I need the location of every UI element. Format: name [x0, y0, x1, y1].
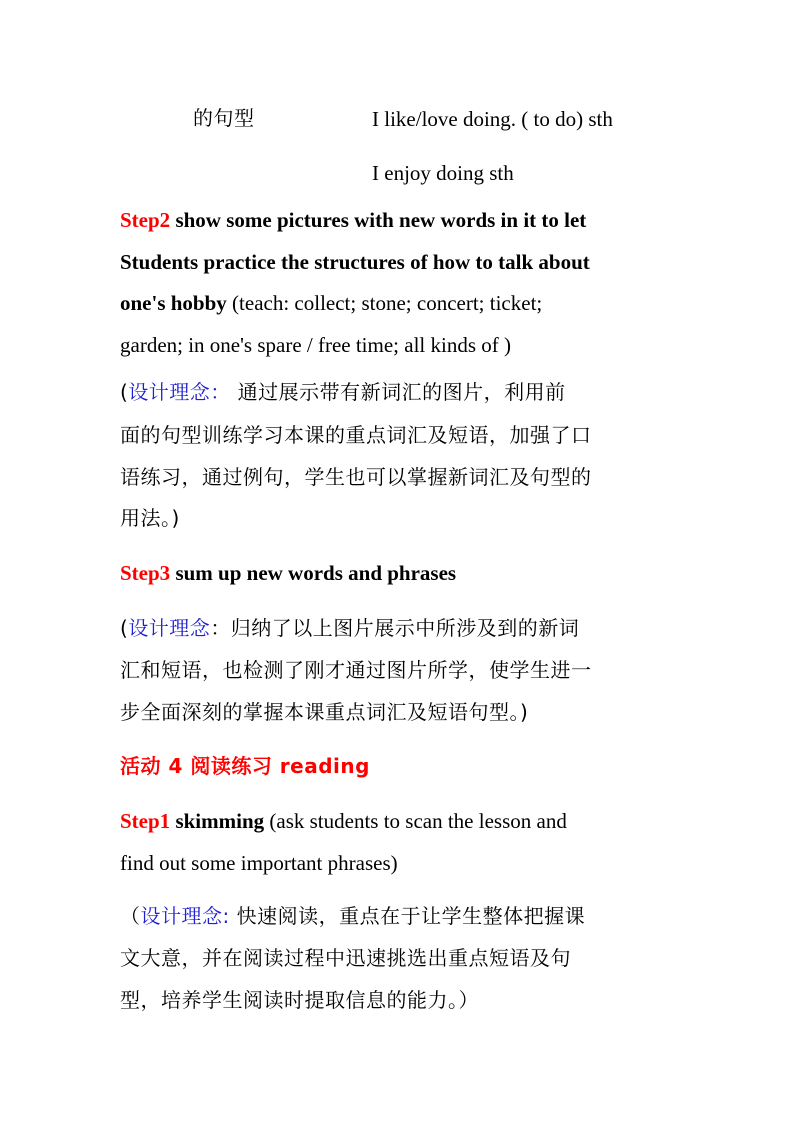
step3-note-line3: 步全面深刻的掌握本课重点词汇及短语句型。) [120, 700, 529, 724]
step3-note-text1: ：归纳了以上图片展示中所涉及到的新词 [210, 616, 580, 640]
step1-note-text1: 快速阅读，重点在于让学生整体把握课 [236, 904, 586, 928]
step3-heading [120, 558, 680, 588]
step2-note-line4: 用法。) [120, 506, 180, 530]
step3-note-label: 设计理念 [128, 616, 211, 640]
sentence-pattern-example-2: I enjoy doing sth [372, 161, 514, 185]
step2-note-line2: 面的句型训练学习本课的重点词汇及短语，加强了口 [120, 423, 592, 447]
step1-note-line1 [120, 901, 680, 931]
step2-title-line3 [120, 288, 680, 318]
step2-note-line3: 语练习，通过例句，学生也可以掌握新词汇及句型的 [120, 465, 592, 489]
step3-note-open: ( [120, 616, 129, 640]
step1-note-line2: 文大意，并在阅读过程中迅速挑选出重点短语及句 [120, 946, 571, 970]
sentence-pattern-example-1: I like/love doing. ( to do) sth [372, 107, 613, 131]
step2-title-line2: Students practice the structures of how to talk about [120, 250, 590, 274]
step2-heading [120, 205, 680, 235]
step2-note-open: ( [120, 380, 129, 404]
step3-tag: Step3 [120, 561, 171, 585]
step1-note-line3: 型，培养学生阅读时提取信息的能力。） [120, 988, 479, 1012]
step1-desc-line1: (ask students to scan the lesson and [264, 809, 567, 833]
step2-title-line3-bold: one's hobby [120, 291, 227, 315]
step1-note-open: （ [120, 904, 141, 928]
step2-title-line1: show some pictures with new words in it to let [170, 208, 587, 232]
step2-tag: Step2 [120, 208, 171, 232]
step2-note-label: 设计理念： [128, 380, 231, 404]
step2-title-line3-rest: (teach: collect; stone; concert; ticket; [226, 291, 543, 315]
step1-desc-line2: find out some important phrases) [120, 851, 398, 875]
step1-note-label: 设计理念: [140, 904, 237, 928]
step1-title: skimming [175, 809, 265, 833]
activity4-heading: 活动 4 阅读练习 reading [120, 754, 370, 778]
step2-title-line4: garden; in one's spare / free time; all kinds of ) [120, 333, 511, 357]
step3-note-line1 [120, 613, 680, 643]
step2-note-line1 [120, 377, 680, 407]
step1-heading [120, 806, 680, 836]
sentence-pattern-label: 的句型 [193, 106, 255, 130]
step3-title: sum up new words and phrases [170, 561, 457, 585]
step1-tag: Step1 [120, 809, 171, 833]
step2-note-text1: 通过展示带有新词汇的图片，利用前 [230, 380, 566, 404]
step3-note-line2: 汇和短语，也检测了刚才通过图片所学，使学生进一 [120, 658, 592, 682]
